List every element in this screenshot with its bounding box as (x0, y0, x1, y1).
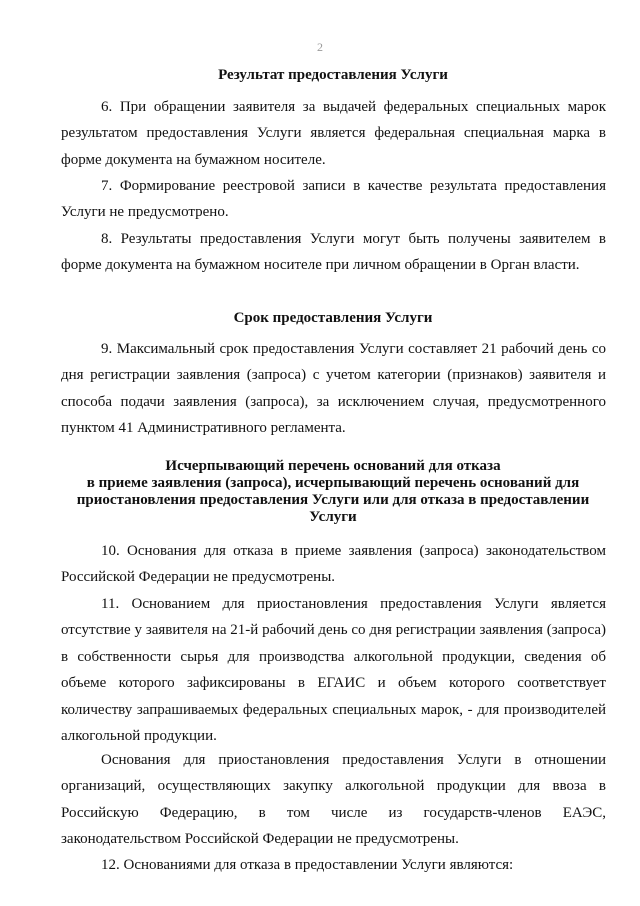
paragraph-9: 9. Максимальный срок предоставления Услуги составляет 21 рабочий день со дня регистрации заявления (запроса) с учетом категории (признаков) заявителя и способа подачи заявления (запроса), за исключением случая, предусмотренного пунктом 41 Административного регламента. (61, 341, 606, 437)
section-heading-result: Результат предоставления Услуги (218, 67, 448, 83)
heading-line: в приеме заявления (запроса), исчерпывающий перечень оснований для (86, 475, 580, 491)
heading-line: Исчерпывающий перечень оснований для отказа (165, 458, 501, 474)
heading-line: приостановления предоставления Услуги или для отказа в предоставлении (76, 492, 590, 508)
paragraph-12: 12. Основаниями для отказа в предоставлении Услуги являются: (101, 857, 514, 873)
paragraph-8: 8. Результаты предоставления Услуги могут быть получены заявителем в форме документа на бумажном носителе при личном обращении в Орган власти. (61, 231, 606, 274)
section-heading-term: Срок предоставления Услуги (233, 310, 433, 326)
paragraph-7: 7. Формирование реестровой записи в качестве результата предоставления Услуги не предусмотрено. (61, 178, 606, 221)
section-heading-grounds (60, 458, 606, 526)
heading-line: Услуги (309, 509, 357, 525)
paragraph-6: 6. При обращении заявителя за выдачей федеральных специальных марок результатом предоставления Услуги является федеральная специальная марка в форме документа на бумажном носителе. (61, 99, 606, 168)
paragraph-10: 10. Основания для отказа в приеме заявления (запроса) законодательством Российской Федерации не предусмотрены. (61, 543, 606, 586)
paragraph-11: 11. Основанием для приостановления предоставления Услуги является отсутствие у заявителя на 21-й рабочий день со дня регистрации заявления (запроса) в собственности сырья для производства алкогольной продукции, сведения об объеме которого зафиксированы в ЕГАИС и объем которого соответствует количеству запрашиваемых федеральных специальных марок, - для производителей алкогольной продукции. (61, 596, 606, 745)
page-number: 2 (317, 40, 323, 54)
paragraph-11-continued: Основания для приостановления предоставления Услуги в отношении организаций, осуществляющих закупку алкогольной продукции для ввоза в Российскую Федерацию, в том числе из государств-членов ЕАЭС, законодательством Российской Федерации не предусмотрены. (61, 752, 606, 848)
